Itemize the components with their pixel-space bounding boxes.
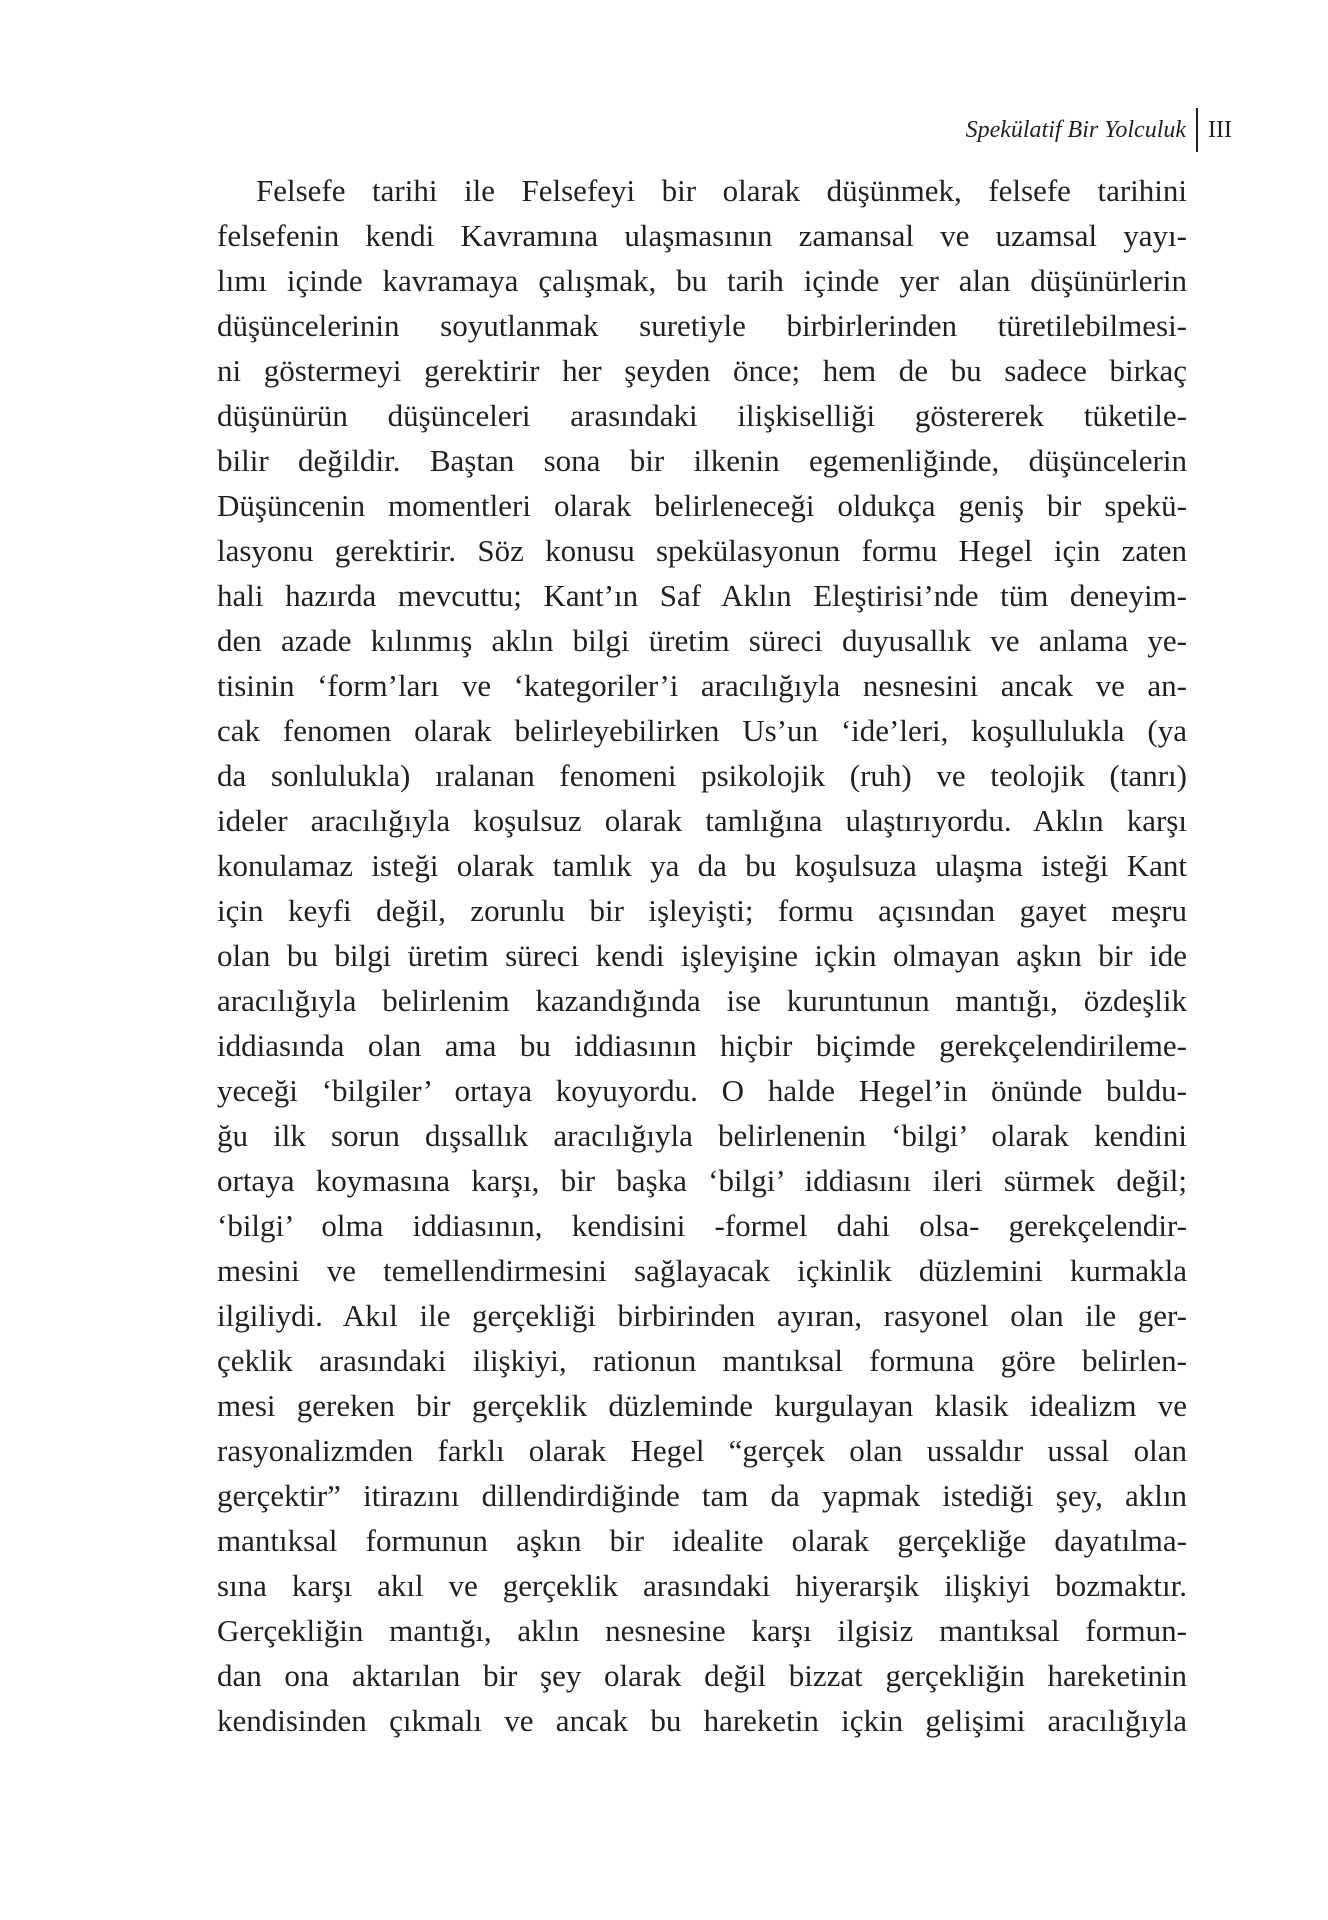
header-divider: [1196, 108, 1198, 152]
text-line: felsefenin kendi Kavramına ulaşmasının zamansal ve uzamsal yayı-: [217, 218, 1187, 253]
text-line: dan ona aktarılan bir şey olarak değil bizzat gerçekliğin hareketinin: [217, 1658, 1187, 1693]
text-line: bilir değildir. Baştan sona bir ilkenin egemenliğinde, düşüncelerin: [217, 443, 1187, 478]
text-line: Gerçekliğin mantığı, aklın nesnesine karşı ilgisiz mantıksal formun-: [217, 1613, 1187, 1648]
text-line: hali hazırda mevcuttu; Kant’ın Saf Aklın Eleştirisi’nde tüm deneyim-: [217, 578, 1187, 613]
text-line: ni göstermeyi gerektirir her şeyden önce; hem de bu sadece birkaç: [217, 353, 1187, 388]
text-line: konulamaz isteği olarak tamlık ya da bu koşulsuza ulaşma isteği Kant: [217, 848, 1187, 883]
text-line: Felsefe tarihi ile Felsefeyi bir olarak düşünmek, felsefe tarihini: [256, 173, 1187, 208]
text-line: olan bu bilgi üretim süreci kendi işleyişine içkin olmayan aşkın bir ide: [217, 938, 1187, 973]
running-head: [966, 108, 1232, 152]
page-number: III: [1208, 116, 1232, 143]
text-line: da sonlulukla) ıralanan fenomeni psikolojik (ruh) ve teolojik (tanrı): [217, 758, 1187, 793]
text-line: yeceği ‘bilgiler’ ortaya koyuyordu. O halde Hegel’in önünde buldu-: [217, 1073, 1187, 1108]
text-line: ilgiliydi. Akıl ile gerçekliği birbirinden ayıran, rasyonel olan ile ger-: [217, 1298, 1187, 1333]
text-line: rasyonalizmden farklı olarak Hegel “gerçek olan ussaldır ussal olan: [217, 1433, 1187, 1468]
text-line: düşünürün düşünceleri arasındaki ilişkiselliği göstererek tüketile-: [217, 398, 1187, 433]
text-line: Düşüncenin momentleri olarak belirleneceği oldukça geniş bir spekü-: [217, 488, 1187, 523]
text-line: cak fenomen olarak belirleyebilirken Us’un ‘ide’leri, koşullulukla (ya: [217, 713, 1187, 748]
running-title: Spekülatif Bir Yolculuk: [965, 116, 1187, 143]
text-line: düşüncelerinin soyutlanmak suretiyle birbirlerinden türetilebilmesi-: [217, 308, 1187, 343]
text-line: ğu ilk sorun dışsallık aracılığıyla belirlenenin ‘bilgi’ olarak kendini: [217, 1118, 1187, 1153]
text-line: lasyonu gerektirir. Söz konusu spekülasyonun formu Hegel için zaten: [217, 533, 1187, 568]
text-line: çeklik arasındaki ilişkiyi, rationun mantıksal formuna göre belirlen-: [217, 1343, 1187, 1378]
text-line: iddiasında olan ama bu iddiasının hiçbir biçimde gerekçelendirileme-: [217, 1028, 1187, 1063]
text-line: den azade kılınmış aklın bilgi üretim süreci duyusallık ve anlama ye-: [217, 623, 1187, 658]
text-line: sına karşı akıl ve gerçeklik arasındaki hiyerarşik ilişkiyi bozmaktır.: [217, 1568, 1187, 1603]
text-line: mesini ve temellendirmesini sağlayacak içkinlik düzlemini kurmakla: [217, 1253, 1187, 1288]
text-line: ‘bilgi’ olma iddiasının, kendisini -formel dahi olsa- gerekçelendir-: [217, 1208, 1187, 1243]
text-line: için keyfi değil, zorunlu bir işleyişti; formu açısından gayet meşru: [217, 893, 1187, 928]
text-line: ortaya koymasına karşı, bir başka ‘bilgi’ iddiasını ileri sürmek değil;: [217, 1163, 1187, 1198]
text-line: lımı içinde kavramaya çalışmak, bu tarih içinde yer alan düşünürlerin: [217, 263, 1187, 298]
text-line: aracılığıyla belirlenim kazandığında ise kuruntunun mantığı, özdeşlik: [217, 983, 1187, 1018]
body-paragraph: [217, 168, 1187, 1743]
text-line: gerçektir” itirazını dillendirdiğinde tam da yapmak istediği şey, aklın: [217, 1478, 1187, 1513]
text-line: mantıksal formunun aşkın bir idealite olarak gerçekliğe dayatılma-: [217, 1523, 1187, 1558]
text-line: tisinin ‘form’ları ve ‘kategoriler’i aracılığıyla nesnesini ancak ve an-: [217, 668, 1187, 703]
text-line: ideler aracılığıyla koşulsuz olarak tamlığına ulaştırıyordu. Aklın karşı: [217, 803, 1187, 838]
text-line: kendisinden çıkmalı ve ancak bu hareketin içkin gelişimi aracılığıyla: [217, 1703, 1187, 1738]
text-line: mesi gereken bir gerçeklik düzleminde kurgulayan klasik idealizm ve: [217, 1388, 1187, 1423]
